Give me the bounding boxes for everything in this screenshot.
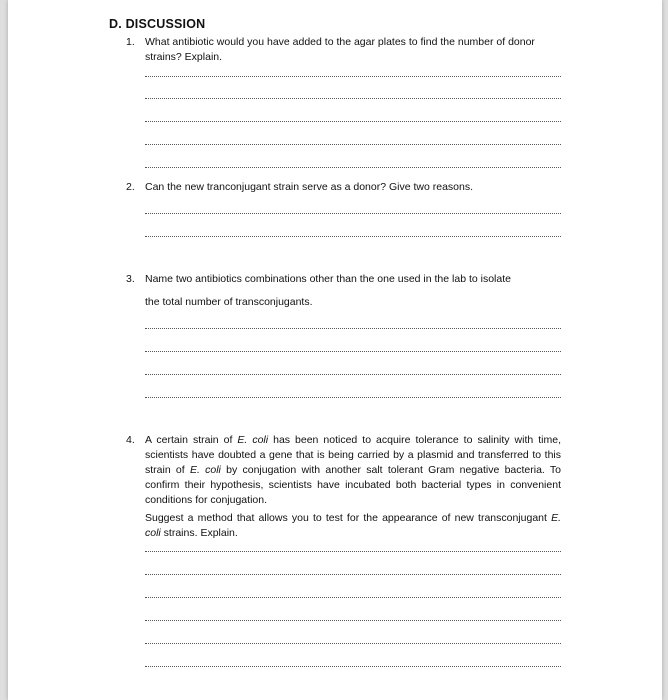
question-4-paragraph-1: A certain strain of E. coli has been noticed to acquire tolerance to salinity with time, scientists have doubted a gene that is being carried by a plasmid and transferred to this strain of E. coli by conjugation with another salt tolerant Gram negative bacteria. To confirm their hypothesis, scientists have incubated both bacterial types in convenient conditions for conjugation.: [145, 434, 561, 506]
question-4-paragraph-2: Suggest a method that allows you to test for the appearance of new transconjugant E. coli strains. Explain.: [145, 512, 561, 539]
worksheet-page: [8, 0, 662, 700]
answer-line[interactable]: [145, 574, 561, 575]
answer-line[interactable]: [145, 213, 561, 214]
question-4-number: 4.: [126, 434, 135, 446]
section-heading: D. DISCUSSION: [109, 17, 206, 31]
answer-line[interactable]: [145, 144, 561, 145]
question-3-number: 3.: [126, 273, 135, 285]
question-2-number: 2.: [126, 181, 135, 193]
question-2-text: Can the new tranconjugant strain serve as a donor? Give two reasons.: [145, 181, 474, 193]
answer-line[interactable]: [145, 397, 561, 398]
answer-line[interactable]: [145, 351, 561, 352]
question-3-line-2: the total number of transconjugants.: [145, 296, 313, 308]
answer-line[interactable]: [145, 551, 561, 552]
answer-line[interactable]: [145, 98, 561, 99]
answer-line[interactable]: [145, 597, 561, 598]
question-1-text: What antibiotic would you have added to the agar plates to find the number of donor strains? Explain.: [145, 36, 535, 63]
question-1-number: 1.: [126, 36, 135, 48]
answer-line[interactable]: [145, 236, 561, 237]
answer-line[interactable]: [145, 374, 561, 375]
answer-line[interactable]: [145, 643, 561, 644]
answer-line[interactable]: [145, 620, 561, 621]
answer-line[interactable]: [145, 167, 561, 168]
answer-line[interactable]: [145, 328, 561, 329]
answer-line[interactable]: [145, 666, 561, 667]
question-3-line-1: Name two antibiotics combinations other than the one used in the lab to isolate: [145, 273, 511, 285]
answer-line[interactable]: [145, 121, 561, 122]
answer-line[interactable]: [145, 76, 561, 77]
